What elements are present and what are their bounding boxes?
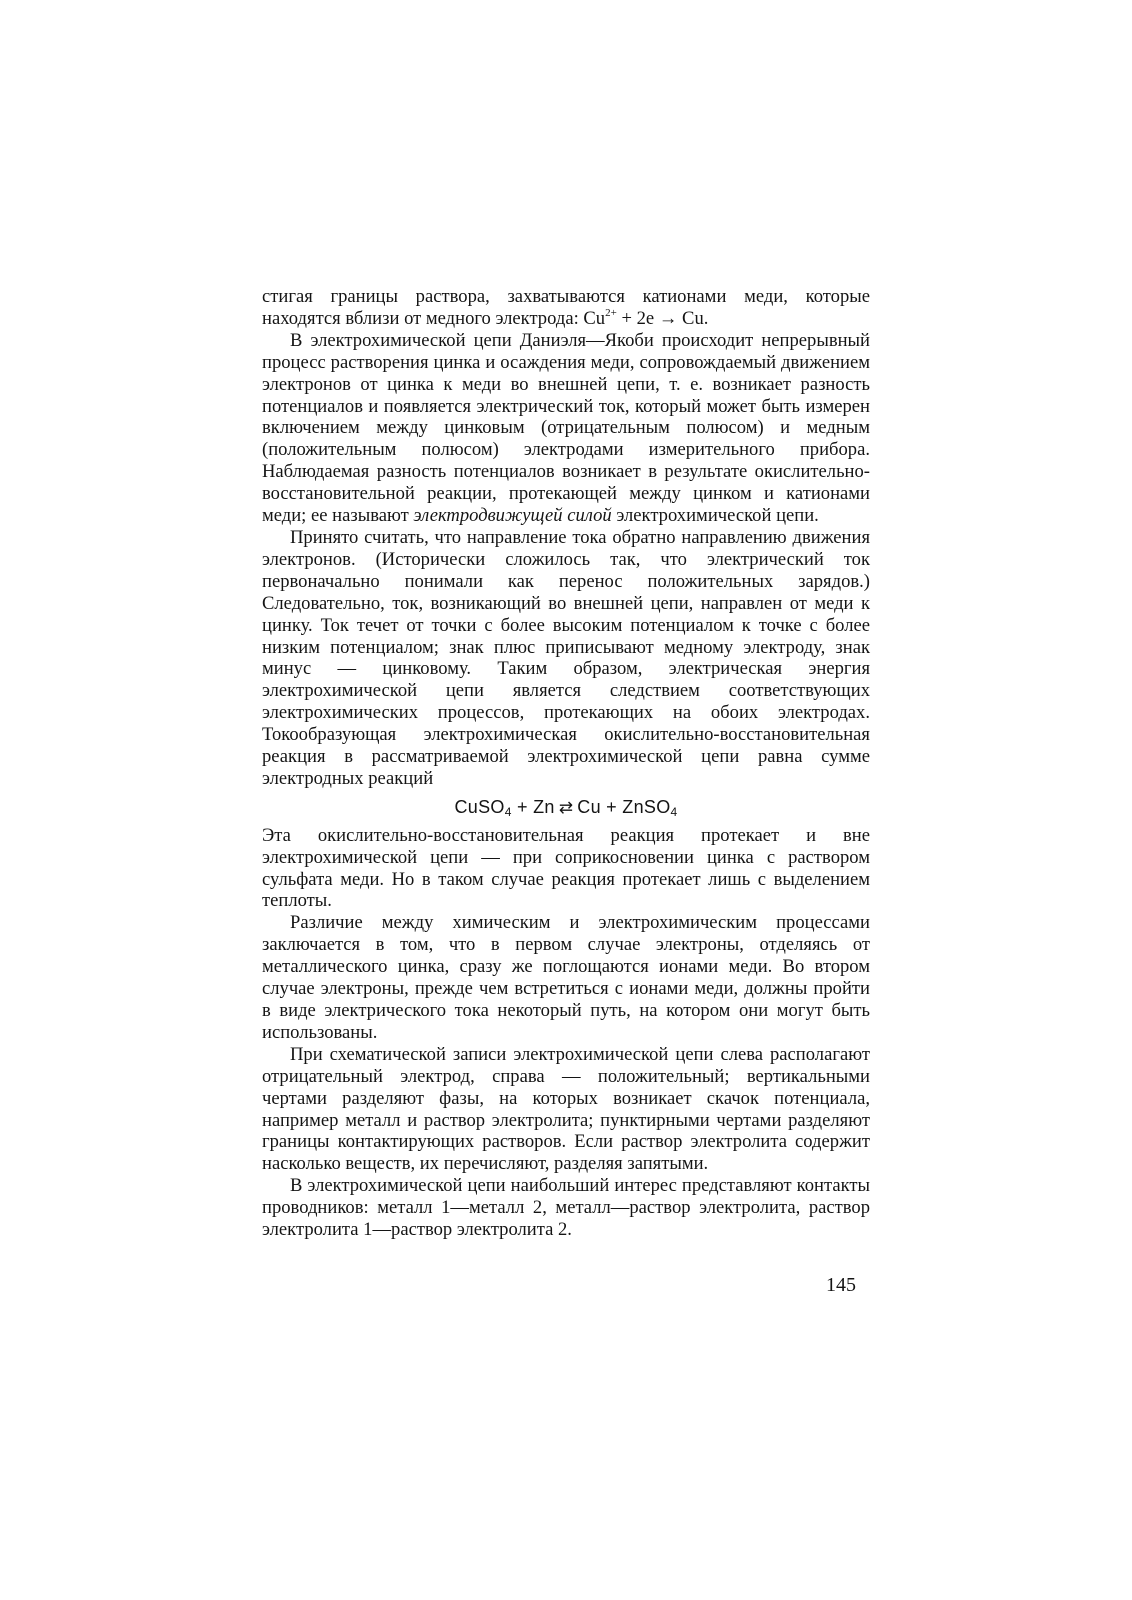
paragraph-chemical-vs-electrochemical: Различие между химическим и электрохимическим процессами заключается в том, что в первом случае электроны, отделяясь от металлического цинка, сразу же поглощаются ионами меди. Во втором случае электроны, прежде чем встретиться с ионами меди, должны пройти в виде электрического тока некоторый путь, на котором они могут быть использованы. [262, 912, 870, 1043]
charge-superscript: 2+ [605, 306, 617, 319]
equilibrium-arrow-icon: ⇄ [558, 797, 574, 817]
formula-part: CuSO [454, 796, 505, 817]
paragraph-text: электрохимической цепи. [611, 505, 819, 527]
paragraph-text: + 2e → Cu. [616, 307, 709, 329]
reaction-formula [262, 797, 870, 819]
paragraph-outside-cell: Эта окислительно-восстановительная реакция протекает и вне электрохимической цепи — при соприкосновении цинка с раствором сульфата меди. Но в таком случае реакция протекает лишь с выделением теплоты. [262, 824, 870, 912]
page-number: 145 [826, 1274, 856, 1296]
paragraph-daniell-jacobi [262, 330, 870, 527]
formula-part: + Zn [511, 796, 555, 817]
formula-subscript: 4 [670, 804, 678, 819]
page-text-block [262, 286, 870, 1241]
formula-part: Cu + ZnSO [577, 796, 671, 817]
paragraph-conductor-contacts: В электрохимической цепи наибольший интерес представляют контакты проводников: металл 1—металл 2, металл—раствор электролита, раствор электролита 1—раствор электролита 2. [262, 1175, 870, 1241]
formula-subscript: 4 [504, 804, 512, 819]
paragraph-continuation [262, 286, 870, 330]
paragraph-text: стигая границы раствора, захватываются катионами меди, которые находятся вблизи от медного электрода: Cu [262, 286, 870, 329]
paragraph-current-direction: Принято считать, что направление тока обратно направлению движения электронов. (Исторически сложилось так, что электрический ток первоначально понимали как перенос положительных зарядов.) Следовательно, ток, возникающий во внешней цепи, направлен от меди к цинку. Ток течет от точки с более высоким потенциалом к точке с более низким потенциалом; знак плюс приписывают медному электроду, знак минус — цинковому. Таким образом, электрическая энергия электрохимической цепи является следствием соответствующих электрохимических процессов, протекающих на обоих электродах. Токообразующая электрохимическая окислительно-восстановительная реакция в рассматриваемой электрохимической цепи равна сумме электродных реакций [262, 526, 870, 789]
paragraph-text: В электрохимической цепи Даниэля—Якоби происходит непрерывный процесс растворения цинка и осаждения меди, сопровождаемый движением электронов от цинка к меди во внешней цепи, т. е. возникает разность потенциалов и появляется электрический ток, который может быть измерен включением между цинковым (отрицательным полюсом) и медным (положительным полюсом) электродами измерительного прибора. Наблюдаемая разность потенциалов возникает в результате окислительно-восстановительной реакции, протекающей между цинком и катионами меди; ее называют [262, 329, 870, 527]
emphasized-term: электродвижущей силой [413, 505, 612, 527]
paragraph-schematic-notation: При схематической записи электрохимической цепи слева располагают отрицательный электрод, справа — положительный; вертикальными чертами разделяют фазы, на которых возникает скачок потенциала, например металл и раствор электролита; пунктирными чертами разделяют границы контактирующих растворов. Если раствор электролита содержит насколько веществ, их перечисляют, разделяя запятыми. [262, 1043, 870, 1175]
